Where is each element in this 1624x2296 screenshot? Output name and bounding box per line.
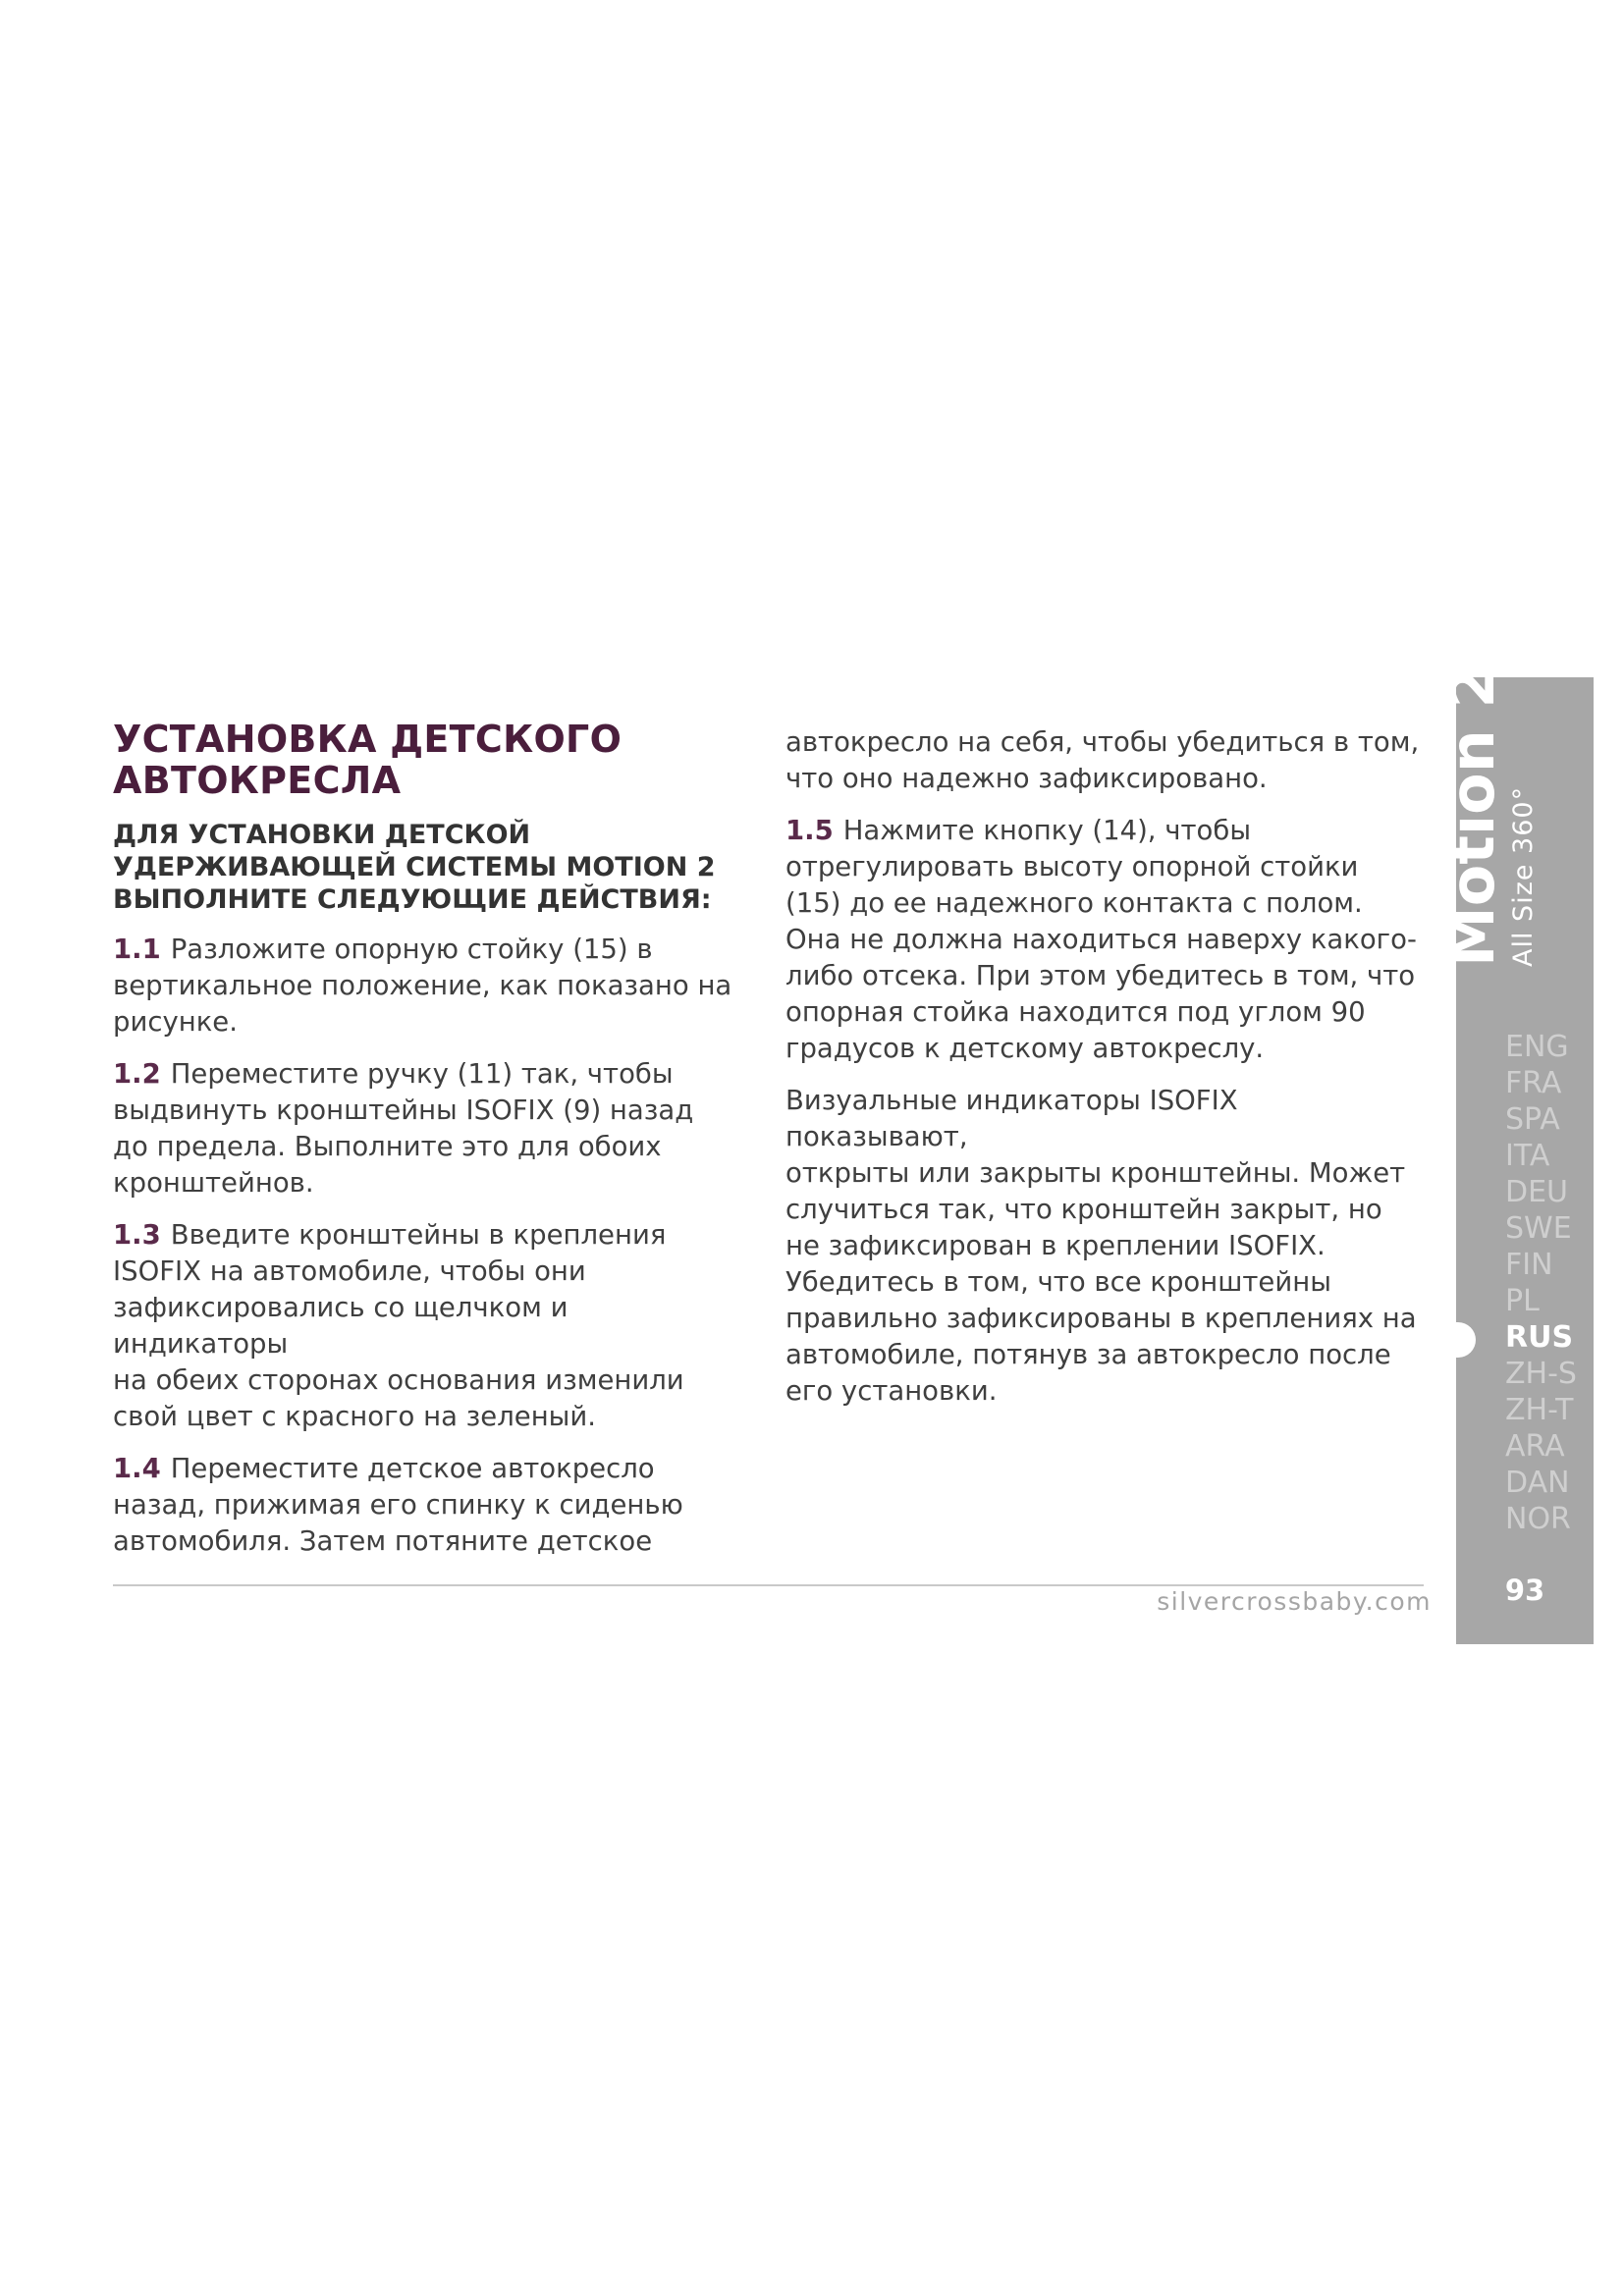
language-item-fin[interactable]: FIN <box>1505 1248 1553 1282</box>
page-number: 93 <box>1504 1574 1545 1607</box>
step-line: Разложите опорную стойку (15) в <box>170 934 653 965</box>
step-line: опорная стойка находится под углом 90 <box>785 996 1366 1028</box>
language-item-nor[interactable]: NOR <box>1505 1502 1571 1536</box>
section-subtitle <box>113 819 751 916</box>
language-item-zh-s[interactable]: ZH-S <box>1505 1357 1577 1391</box>
step-1-5 <box>785 813 1424 1067</box>
step-number: 1.4 <box>113 1453 161 1484</box>
step-1-4-continuation <box>785 724 1424 797</box>
step-line: свой цвет с красного на зеленый. <box>113 1401 597 1432</box>
brand-subtitle: All Size 360° <box>1508 785 1539 967</box>
step-number: 1.5 <box>785 815 834 846</box>
step-line: рисунке. <box>113 1006 238 1038</box>
side-tab <box>1436 666 1594 1644</box>
note-line: случиться так, что кронштейн закрыт, но <box>785 1194 1382 1225</box>
step-1-1 <box>113 932 751 1041</box>
step-line: автомобиля. Затем потяните детское <box>113 1525 653 1557</box>
step-line: градусов к детскому автокреслу. <box>785 1033 1265 1064</box>
note-line: Визуальные индикаторы ISOFIX показывают, <box>785 1085 1238 1152</box>
language-item-rus[interactable]: RUS <box>1505 1320 1574 1355</box>
step-line: выдвинуть кронштейны ISOFIX (9) назад <box>113 1095 694 1126</box>
note-line: открыты или закрыты кронштейны. Может <box>785 1157 1406 1189</box>
language-item-fra[interactable]: FRA <box>1505 1066 1562 1100</box>
language-item-swe[interactable]: SWE <box>1505 1211 1572 1246</box>
language-item-zh-t[interactable]: ZH-T <box>1505 1393 1574 1427</box>
note-line: автомобиле, потянув за автокресло после <box>785 1339 1391 1370</box>
step-line: (15) до ее надежного контакта с полом. <box>785 887 1363 919</box>
subtitle-line: УДЕРЖИВАЮЩЕЙ СИСТЕМЫ MOTION 2 <box>113 852 716 882</box>
step-line: Введите кронштейны в крепления <box>170 1219 667 1251</box>
language-item-pl[interactable]: PL <box>1505 1284 1540 1318</box>
step-line: кронштейнов. <box>113 1167 314 1199</box>
subtitle-line: ВЫПОЛНИТЕ СЛЕДУЮЩИЕ ДЕЙСТВИЯ: <box>113 884 712 915</box>
step-line: до предела. Выполните это для обоих <box>113 1131 662 1162</box>
step-1-4 <box>113 1451 751 1560</box>
step-number: 1.2 <box>113 1058 161 1090</box>
step-line: на обеих сторонах основания изменили <box>113 1364 684 1396</box>
note-line: Убедитесь в том, что все кронштейны <box>785 1266 1331 1298</box>
step-number: 1.1 <box>113 934 161 965</box>
step-line: зафиксировались со щелчком и индикаторы <box>113 1292 568 1360</box>
step-line: что оно надежно зафиксировано. <box>785 763 1268 794</box>
footer-website: silvercrossbaby.com <box>1157 1587 1432 1616</box>
language-item-ara[interactable]: ARA <box>1505 1429 1565 1464</box>
isofix-note <box>785 1083 1424 1410</box>
section-title <box>113 719 751 801</box>
right-column <box>785 724 1424 1410</box>
step-line: Она не должна находиться наверху какого- <box>785 924 1417 955</box>
left-column <box>113 719 751 1560</box>
step-line: ISOFIX на автомобиле, чтобы они <box>113 1255 586 1287</box>
language-item-spa[interactable]: SPA <box>1505 1102 1560 1137</box>
language-item-deu[interactable]: DEU <box>1505 1175 1569 1209</box>
active-language-marker <box>1448 1322 1476 1358</box>
language-item-eng[interactable]: ENG <box>1505 1030 1569 1064</box>
step-line: вертикальное положение, как показано на <box>113 970 732 1001</box>
language-list <box>1505 1029 1577 1537</box>
note-line: правильно зафиксированы в креплениях на <box>785 1303 1417 1334</box>
step-line: отрегулировать высоту опорной стойки <box>785 851 1359 882</box>
step-line: автокресло на себя, чтобы убедиться в том, <box>785 726 1420 758</box>
note-line: его установки. <box>785 1375 998 1407</box>
step-line: назад, прижимая его спинку к сиденью <box>113 1489 683 1521</box>
title-line: УСТАНОВКА ДЕТСКОГО <box>113 718 623 761</box>
title-line: АВТОКРЕСЛА <box>113 759 402 802</box>
step-1-2 <box>113 1056 751 1201</box>
subtitle-line: ДЛЯ УСТАНОВКИ ДЕТСКОЙ <box>113 820 531 850</box>
language-item-dan[interactable]: DAN <box>1505 1466 1570 1500</box>
step-line: Нажмите кнопку (14), чтобы <box>842 815 1252 846</box>
brand-title: Motion 2 <box>1436 666 1508 967</box>
step-number: 1.3 <box>113 1219 161 1251</box>
language-item-ita[interactable]: ITA <box>1505 1139 1550 1173</box>
note-line: не зафиксирован в креплении ISOFIX. <box>785 1230 1326 1261</box>
step-line: либо отсека. При этом убедитесь в том, что <box>785 960 1416 991</box>
step-1-3 <box>113 1217 751 1435</box>
step-line: Переместите ручку (11) так, чтобы <box>170 1058 674 1090</box>
step-line: Переместите детское автокресло <box>170 1453 655 1484</box>
